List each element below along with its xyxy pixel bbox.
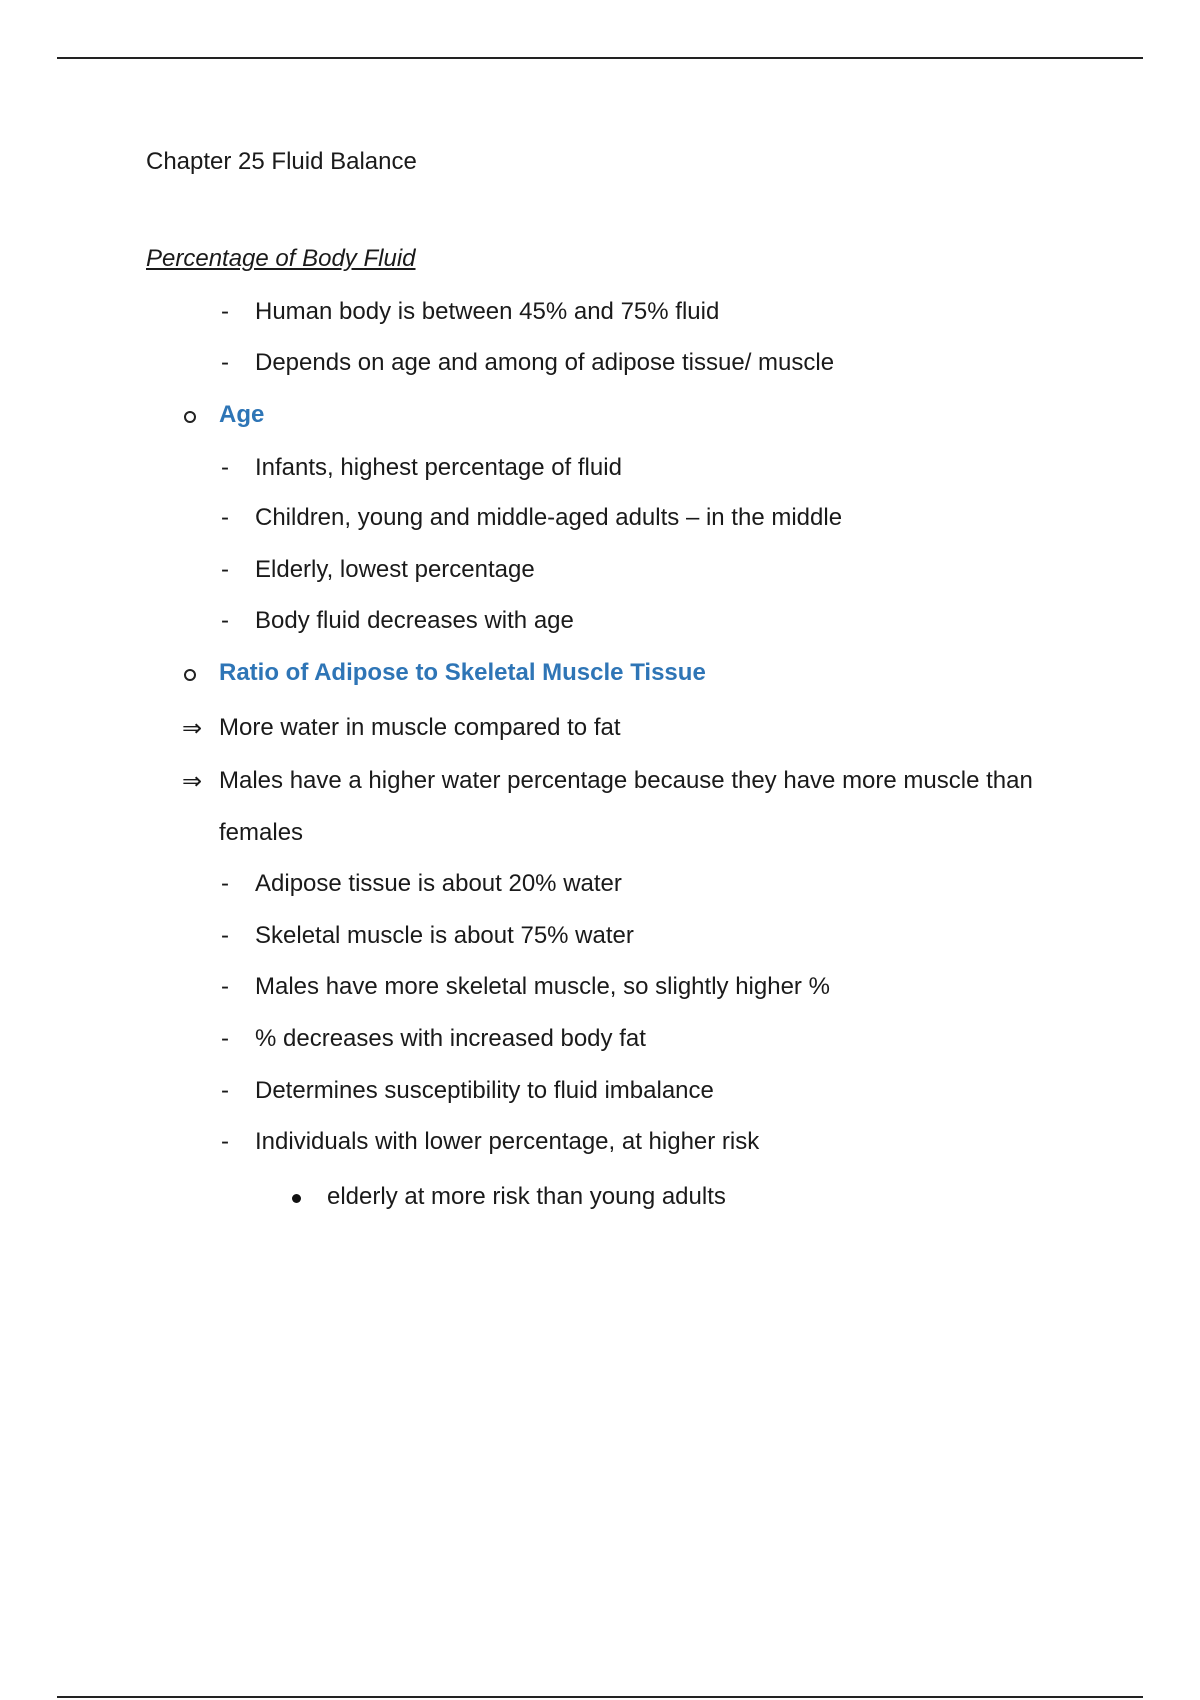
dash-marker: - — [221, 1128, 229, 1155]
list-item-text: Infants, highest percentage of fluid — [255, 454, 622, 481]
dash-marker: - — [221, 607, 229, 634]
dash-marker: - — [221, 298, 229, 325]
age-heading-text: Age — [219, 401, 265, 428]
dash-marker: - — [221, 504, 229, 531]
dash-marker: - — [221, 922, 229, 949]
list-item-text: Elderly, lowest percentage — [255, 556, 535, 583]
list-item-text: Skeletal muscle is about 75% water — [255, 922, 634, 949]
implies-arrow-icon: ⇒ — [182, 767, 203, 795]
dash-marker: - — [221, 349, 229, 376]
dash-marker: - — [221, 1077, 229, 1104]
list-item-text: Depends on age and among of adipose tissue/ muscle — [255, 349, 835, 376]
arrow-item-text: Males have a higher water percentage because they have more muscle than — [219, 767, 1033, 794]
sub-list-item-text: elderly at more risk than young adults — [327, 1183, 726, 1210]
list-item-text: Individuals with lower percentage, at higher risk — [255, 1128, 760, 1155]
dash-marker: - — [221, 973, 229, 1000]
arrow-item-text: More water in muscle compared to fat — [219, 714, 621, 741]
list-item-text: Determines susceptibility to fluid imbalance — [255, 1077, 714, 1104]
bottom-rule — [57, 1696, 1143, 1698]
list-item-text: Body fluid decreases with age — [255, 607, 574, 634]
circle-bullet-icon — [184, 411, 196, 423]
dash-marker: - — [221, 1025, 229, 1052]
ratio-heading-text: Ratio of Adipose to Skeletal Muscle Tissue — [219, 659, 706, 686]
circle-bullet-icon — [184, 669, 196, 681]
top-rule — [57, 57, 1143, 59]
section-heading: Percentage of Body Fluid — [146, 245, 416, 272]
list-item-text: Human body is between 45% and 75% fluid — [255, 298, 720, 325]
list-item-text: % decreases with increased body fat — [255, 1025, 646, 1052]
list-item-text: Males have more skeletal muscle, so slightly higher % — [255, 973, 830, 1000]
dash-marker: - — [221, 454, 229, 481]
dash-marker: - — [221, 556, 229, 583]
page-title: Chapter 25 Fluid Balance — [146, 148, 417, 175]
implies-arrow-icon: ⇒ — [182, 714, 203, 742]
dash-marker: - — [221, 870, 229, 897]
arrow-item-continuation: females — [219, 819, 304, 846]
list-item-text: Adipose tissue is about 20% water — [255, 870, 622, 897]
list-item-text: Children, young and middle-aged adults – in the middle — [255, 504, 843, 531]
bullet-dot-icon — [292, 1194, 301, 1203]
